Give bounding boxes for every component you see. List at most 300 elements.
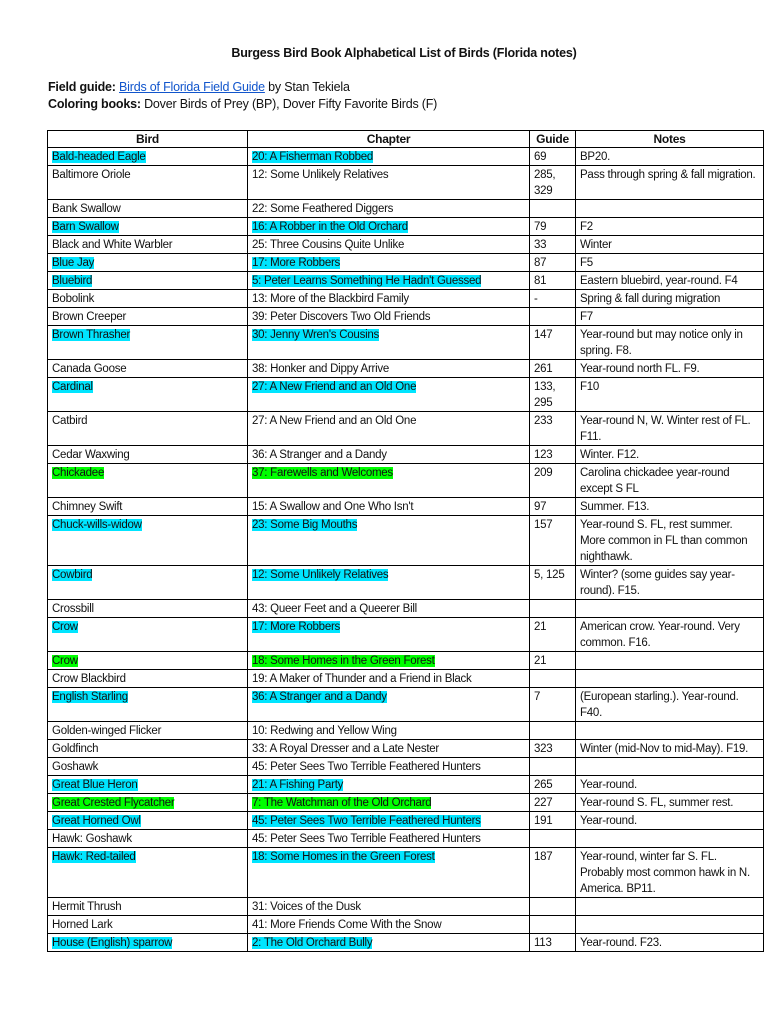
guide-text: 21 [534,621,547,633]
table-row [48,272,764,290]
cell-notes [576,652,764,670]
cell-chapter [248,166,530,200]
cell-chapter [248,830,530,848]
cell-guide [530,722,576,740]
cell-notes [576,148,764,166]
cell-guide [530,326,576,360]
cell-guide [530,272,576,290]
bird-text: Chickadee [52,467,105,479]
notes-text: F10 [580,381,600,393]
cell-chapter [248,308,530,326]
chapter-text: 15: A Swallow and One Who Isn't [252,501,414,513]
chapter-text: 18: Some Homes in the Green Forest [252,655,435,667]
cell-guide [530,200,576,218]
cell-bird [48,200,248,218]
cell-guide [530,652,576,670]
table-row [48,848,764,898]
cell-bird [48,166,248,200]
bird-text: Horned Lark [52,919,113,931]
cell-guide [530,498,576,516]
cell-guide [530,566,576,600]
chapter-text: 23: Some Big Mouths [252,519,358,531]
cell-chapter [248,776,530,794]
cell-notes [576,498,764,516]
chapter-text: 37: Farewells and Welcomes [252,467,393,479]
cell-guide [530,446,576,464]
table-row [48,498,764,516]
table-row [48,236,764,254]
cell-bird [48,516,248,566]
cell-chapter [248,670,530,688]
notes-text: American crow. Year-round. Very common. F16. [580,621,740,649]
cell-guide [530,670,576,688]
cell-notes [576,794,764,812]
bird-text: Cowbird [52,569,93,581]
chapter-text: 38: Honker and Dippy Arrive [252,363,390,375]
guide-text: 285, 329 [534,169,556,197]
cell-notes [576,378,764,412]
bird-text: Great Crested Flycatcher [52,797,175,809]
guide-text: 33 [534,239,547,251]
cell-bird [48,290,248,308]
cell-notes [576,776,764,794]
cell-notes [576,848,764,898]
cell-chapter [248,794,530,812]
cell-bird [48,446,248,464]
cell-chapter [248,148,530,166]
cell-guide [530,898,576,916]
notes-text: Carolina chickadee year-round except S FL [580,467,730,495]
cell-chapter [248,898,530,916]
bird-text: Blue Jay [52,257,95,269]
table-row [48,464,764,498]
field-guide-author: by Stan Tekiela [264,80,350,94]
cell-guide [530,758,576,776]
cell-chapter [248,600,530,618]
cell-notes [576,218,764,236]
cell-guide [530,776,576,794]
cell-bird [48,272,248,290]
notes-text: Winter? (some guides say year-round). F15. [580,569,735,597]
notes-text: Year-round. [580,815,637,827]
cell-chapter [248,218,530,236]
chapter-text: 25: Three Cousins Quite Unlike [252,239,405,251]
coloring-books-line [48,97,437,111]
bird-text: Bobolink [52,293,95,305]
chapter-text: 36: A Stranger and a Dandy [252,449,387,461]
cell-bird [48,326,248,360]
table-row [48,898,764,916]
cell-bird [48,916,248,934]
cell-chapter [248,446,530,464]
header-guide: Guide [530,131,576,148]
table-row [48,758,764,776]
cell-notes [576,566,764,600]
guide-text: 87 [534,257,547,269]
cell-bird [48,308,248,326]
cell-notes [576,446,764,464]
chapter-text: 27: A New Friend and an Old One [252,381,417,393]
notes-text: F7 [580,311,593,323]
chapter-text: 45: Peter Sees Two Terrible Feathered Hunters [252,761,481,773]
table-row [48,688,764,722]
chapter-text: 17: More Robbers [252,257,341,269]
cell-bird [48,758,248,776]
guide-text: 233 [534,415,553,427]
document-title: Burgess Bird Book Alphabetical List of Birds (Florida notes) [231,46,577,60]
cell-guide [530,794,576,812]
cell-guide [530,218,576,236]
cell-guide [530,464,576,498]
bird-text: Brown Thrasher [52,329,131,341]
chapter-text: 7: The Watchman of the Old Orchard [252,797,432,809]
bird-text: Cedar Waxwing [52,449,130,461]
coloring-books-label: Coloring books: [48,97,141,111]
cell-guide [530,618,576,652]
cell-bird [48,412,248,446]
cell-chapter [248,916,530,934]
cell-bird [48,722,248,740]
table-row [48,670,764,688]
chapter-text: 10: Redwing and Yellow Wing [252,725,397,737]
cell-notes [576,200,764,218]
cell-guide [530,600,576,618]
cell-guide [530,148,576,166]
bird-text: Great Blue Heron [52,779,138,791]
cell-bird [48,670,248,688]
notes-text: Winter [580,239,612,251]
cell-guide [530,236,576,254]
cell-guide [530,848,576,898]
cell-notes [576,272,764,290]
cell-bird [48,498,248,516]
table-row [48,812,764,830]
chapter-text: 19: A Maker of Thunder and a Friend in Black [252,673,472,685]
guide-text: 97 [534,501,547,513]
bird-table [47,130,764,952]
cell-notes [576,308,764,326]
chapter-text: 22: Some Feathered Diggers [252,203,394,215]
notes-text: Pass through spring & fall migration. [580,169,756,181]
table-row [48,830,764,848]
table-row [48,740,764,758]
guide-text: 133, 295 [534,381,556,409]
notes-text: Winter. F12. [580,449,639,461]
notes-text: Year-round. F23. [580,937,662,949]
table-row [48,566,764,600]
chapter-text: 39: Peter Discovers Two Old Friends [252,311,431,323]
cell-bird [48,378,248,412]
field-guide-link[interactable]: Birds of Florida Field Guide [119,80,265,94]
guide-text: 227 [534,797,553,809]
chapter-text: 5: Peter Learns Something He Hadn't Guessed [252,275,482,287]
chapter-text: 2: The Old Orchard Bully [252,937,373,949]
cell-bird [48,740,248,758]
notes-text: Year-round but may notice only in spring. F8. [580,329,743,357]
guide-text: 323 [534,743,553,755]
cell-guide [530,934,576,952]
guide-text: 187 [534,851,553,863]
cell-chapter [248,254,530,272]
cell-notes [576,618,764,652]
notes-text: Winter (mid-Nov to mid-May). F19. [580,743,749,755]
chapter-text: 45: Peter Sees Two Terrible Feathered Hunters [252,833,481,845]
chapter-text: 43: Queer Feet and a Queerer Bill [252,603,417,615]
table-row [48,218,764,236]
table-row [48,794,764,812]
chapter-text: 45: Peter Sees Two Terrible Feathered Hunters [252,815,481,827]
table-row [48,360,764,378]
cell-notes [576,758,764,776]
cell-notes [576,934,764,952]
cell-guide [530,254,576,272]
cell-bird [48,776,248,794]
bird-text: Hermit Thrush [52,901,122,913]
cell-chapter [248,464,530,498]
notes-text: Summer. F13. [580,501,650,513]
chapter-text: 20: A Fisherman Robbed [252,151,374,163]
bird-text: House (English) sparrow [52,937,173,949]
header-notes: Notes [576,131,764,148]
notes-text: F5 [580,257,593,269]
bird-text: Bald-headed Eagle [52,151,146,163]
bird-text: Black and White Warbler [52,239,173,251]
guide-text: 191 [534,815,553,827]
cell-guide [530,516,576,566]
cell-notes [576,722,764,740]
chapter-text: 27: A New Friend and an Old One [252,415,417,427]
bird-text: Barn Swallow [52,221,119,233]
cell-chapter [248,360,530,378]
cell-guide [530,360,576,378]
table-row [48,722,764,740]
table-row [48,776,764,794]
cell-guide [530,290,576,308]
chapter-text: 41: More Friends Come With the Snow [252,919,442,931]
bird-text: Golden-winged Flicker [52,725,162,737]
cell-bird [48,148,248,166]
bird-text: Crow Blackbird [52,673,126,685]
cell-notes [576,740,764,758]
bird-text: Crossbill [52,603,94,615]
notes-text: Eastern bluebird, year-round. F4 [580,275,738,287]
chapter-text: 33: A Royal Dresser and a Late Nester [252,743,439,755]
chapter-text: 21: A Fishing Party [252,779,344,791]
table-row [48,326,764,360]
cell-notes [576,464,764,498]
notes-text: BP20. [580,151,611,163]
notes-text: Year-round S. FL, summer rest. [580,797,734,809]
chapter-text: 16: A Robber in the Old Orchard [252,221,408,233]
table-row [48,600,764,618]
bird-text: Canada Goose [52,363,127,375]
cell-guide [530,916,576,934]
table-row [48,308,764,326]
guide-text: 79 [534,221,547,233]
bird-text: Crow [52,655,78,667]
guide-text: 69 [534,151,547,163]
bird-text: Goshawk [52,761,99,773]
cell-notes [576,898,764,916]
table-row [48,516,764,566]
cell-notes [576,290,764,308]
table-row [48,148,764,166]
cell-notes [576,516,764,566]
cell-chapter [248,290,530,308]
guide-text: 7 [534,691,541,703]
table-row [48,378,764,412]
bird-text: Chimney Swift [52,501,123,513]
guide-text: 261 [534,363,553,375]
cell-chapter [248,236,530,254]
notes-text: Year-round N, W. Winter rest of FL. F11. [580,415,751,443]
cell-notes [576,688,764,722]
cell-chapter [248,740,530,758]
chapter-text: 18: Some Homes in the Green Forest [252,851,435,863]
cell-chapter [248,326,530,360]
table-row [48,934,764,952]
cell-bird [48,566,248,600]
notes-text: Year-round north FL. F9. [580,363,700,375]
chapter-text: 30: Jenny Wren's Cousins [252,329,380,341]
cell-chapter [248,722,530,740]
cell-guide [530,308,576,326]
table-row [48,200,764,218]
cell-chapter [248,758,530,776]
chapter-text: 36: A Stranger and a Dandy [252,691,387,703]
cell-chapter [248,412,530,446]
chapter-text: 13: More of the Blackbird Family [252,293,409,305]
cell-bird [48,218,248,236]
chapter-text: 31: Voices of the Dusk [252,901,361,913]
cell-chapter [248,618,530,652]
table-header-row [48,131,764,148]
guide-text: 21 [534,655,547,667]
guide-text: 209 [534,467,553,479]
notes-text: Year-round S. FL, rest summer. More common in FL than common nighthawk. [580,519,748,563]
bird-text: Crow [52,621,78,633]
cell-chapter [248,378,530,412]
header-bird: Bird [48,131,248,148]
cell-bird [48,812,248,830]
guide-text: 123 [534,449,553,461]
table-row [48,652,764,670]
guide-text: 147 [534,329,553,341]
cell-notes [576,326,764,360]
notes-text: Year-round. [580,779,637,791]
field-guide-label: Field guide: [48,80,116,94]
notes-text: F2 [580,221,593,233]
bird-text: Hawk: Red-tailed [52,851,136,863]
cell-bird [48,688,248,722]
cell-bird [48,464,248,498]
guide-text: 265 [534,779,553,791]
cell-chapter [248,848,530,898]
bird-text: Cardinal [52,381,93,393]
cell-guide [530,166,576,200]
bird-text: Brown Creeper [52,311,127,323]
cell-notes [576,254,764,272]
cell-notes [576,360,764,378]
bird-text: Baltimore Oriole [52,169,131,181]
cell-bird [48,794,248,812]
bird-text: Goldfinch [52,743,99,755]
cell-chapter [248,688,530,722]
bird-text: Hawk: Goshawk [52,833,132,845]
header-chapter: Chapter [248,131,530,148]
guide-text: 81 [534,275,547,287]
cell-guide [530,412,576,446]
chapter-text: 12: Some Unlikely Relatives [252,169,389,181]
cell-guide [530,688,576,722]
cell-chapter [248,272,530,290]
cell-guide [530,378,576,412]
table-row [48,446,764,464]
cell-chapter [248,934,530,952]
bird-text: English Starling [52,691,128,703]
cell-notes [576,600,764,618]
table-row [48,254,764,272]
guide-text: 113 [534,937,552,949]
cell-bird [48,830,248,848]
bird-text: Catbird [52,415,88,427]
field-guide-line [48,80,350,94]
cell-chapter [248,652,530,670]
cell-chapter [248,200,530,218]
notes-text: Spring & fall during migration [580,293,721,305]
cell-notes [576,916,764,934]
cell-bird [48,618,248,652]
table-row [48,166,764,200]
cell-notes [576,812,764,830]
coloring-books-text: Dover Birds of Prey (BP), Dover Fifty Favorite Birds (F) [140,97,438,111]
chapter-text: 12: Some Unlikely Relatives [252,569,389,581]
guide-text: 157 [534,519,553,531]
table-row [48,916,764,934]
table-body [48,148,764,952]
cell-guide [530,830,576,848]
cell-chapter [248,498,530,516]
cell-notes [576,166,764,200]
bird-text: Bluebird [52,275,93,287]
cell-notes [576,412,764,446]
cell-chapter [248,516,530,566]
cell-guide [530,812,576,830]
notes-text: Year-round, winter far S. FL. Probably most common hawk in N. America. BP11. [580,851,750,895]
cell-bird [48,360,248,378]
cell-guide [530,740,576,758]
guide-text: - [534,293,538,305]
cell-bird [48,236,248,254]
cell-bird [48,898,248,916]
cell-chapter [248,812,530,830]
cell-bird [48,600,248,618]
cell-notes [576,670,764,688]
bird-text: Bank Swallow [52,203,121,215]
cell-bird [48,848,248,898]
cell-bird [48,652,248,670]
cell-notes [576,236,764,254]
notes-text: (European starling.). Year-round. F40. [580,691,739,719]
cell-bird [48,254,248,272]
table-row [48,412,764,446]
bird-text: Great Horned Owl [52,815,141,827]
cell-chapter [248,566,530,600]
table-row [48,290,764,308]
cell-notes [576,830,764,848]
table-row [48,618,764,652]
bird-text: Chuck-wills-widow [52,519,142,531]
